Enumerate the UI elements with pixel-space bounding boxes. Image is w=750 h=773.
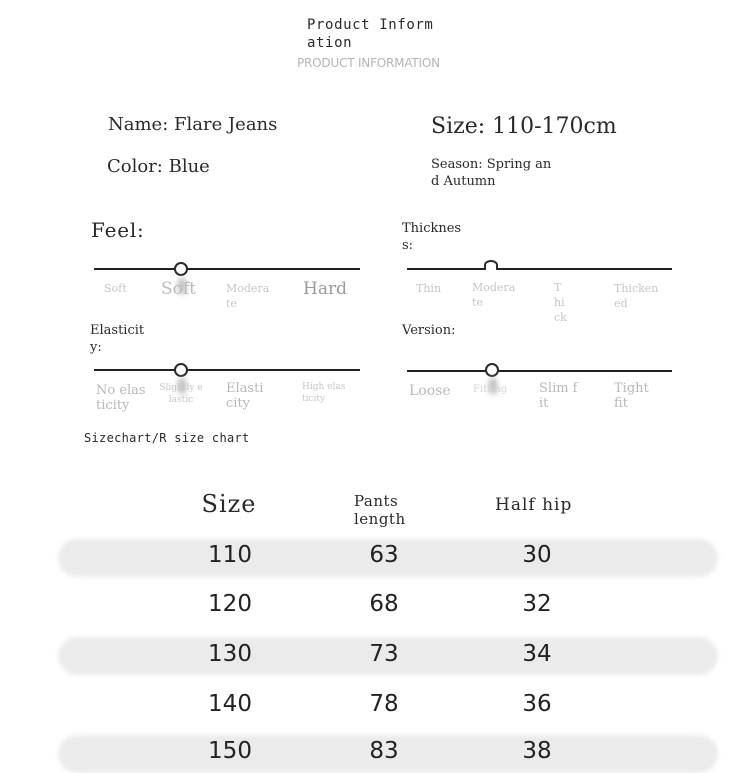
cell-size: 120 [208, 591, 252, 617]
table-row [0, 591, 750, 621]
elasticity-option-3: Elasticity [226, 381, 264, 411]
feel-option-4: Hard [303, 279, 347, 299]
thickness-option-3: Thick [554, 281, 567, 324]
column-header-pants-length: Pants length [354, 492, 406, 528]
version-option-3: Slim fit [539, 381, 578, 411]
version-scale-track [407, 370, 672, 372]
page-title: Product Information [307, 17, 434, 51]
cell-size: 130 [208, 641, 252, 667]
elasticity-option-1: No elasticity [96, 383, 146, 413]
version-option-1: Loose [409, 383, 451, 399]
cell-half-hip: 36 [522, 691, 552, 717]
size-chart-table [0, 470, 750, 764]
product-season: Season: Spring and Autumn [431, 157, 552, 189]
page-subtitle: PRODUCT INFORMATION [297, 56, 440, 70]
cell-half-hip: 32 [522, 591, 552, 617]
feel-option-3: Moderate [226, 282, 270, 310]
column-header-half-hip: Half hip [495, 495, 573, 515]
feel-option-selected: Soft [161, 279, 197, 299]
thickness-option-1: Thin [416, 282, 442, 295]
cell-size: 140 [208, 691, 252, 717]
thickness-option-selected: Moderate [472, 281, 516, 309]
version-label: Version: [402, 323, 456, 338]
elasticity-scale-track [94, 369, 360, 371]
cell-half-hip: 30 [522, 542, 552, 568]
cell-pants-length: 83 [369, 738, 399, 764]
thickness-label: Thickness: [402, 221, 462, 253]
cell-half-hip: 38 [522, 738, 552, 764]
feel-label: Feel: [91, 218, 145, 242]
cell-pants-length: 73 [369, 641, 399, 667]
cell-size: 110 [208, 542, 252, 568]
product-size-range: Size: 110-170cm [431, 114, 617, 139]
feel-scale-track [94, 268, 360, 270]
table-row [0, 691, 750, 721]
version-scale-marker [485, 363, 499, 377]
elasticity-option-selected: Slightly elastic [159, 383, 203, 405]
cell-half-hip: 34 [522, 641, 552, 667]
product-color: Color: Blue [107, 156, 210, 177]
feel-scale-marker [174, 262, 188, 276]
cell-pants-length: 68 [369, 591, 399, 617]
thickness-scale-track [407, 268, 672, 270]
feel-option-1: Soft [104, 282, 127, 295]
version-option-selected: Fitting [473, 384, 508, 395]
cell-pants-length: 78 [369, 691, 399, 717]
size-chart-caption: Sizechart/R size chart [84, 431, 250, 445]
elasticity-label: Elasticity: [90, 323, 145, 355]
table-row [0, 641, 750, 671]
product-name: Name: Flare Jeans [108, 114, 278, 135]
thickness-scale-marker [484, 260, 498, 270]
cell-pants-length: 63 [369, 542, 399, 568]
elasticity-scale-marker [174, 363, 188, 377]
elasticity-option-4: High elasticity [302, 382, 346, 404]
column-header-size: Size [201, 490, 257, 518]
table-row [0, 738, 750, 764]
thickness-option-4: Thickened [614, 282, 659, 310]
table-row [0, 542, 750, 572]
cell-size: 150 [208, 738, 252, 764]
version-option-4: Tight fit [614, 381, 649, 411]
